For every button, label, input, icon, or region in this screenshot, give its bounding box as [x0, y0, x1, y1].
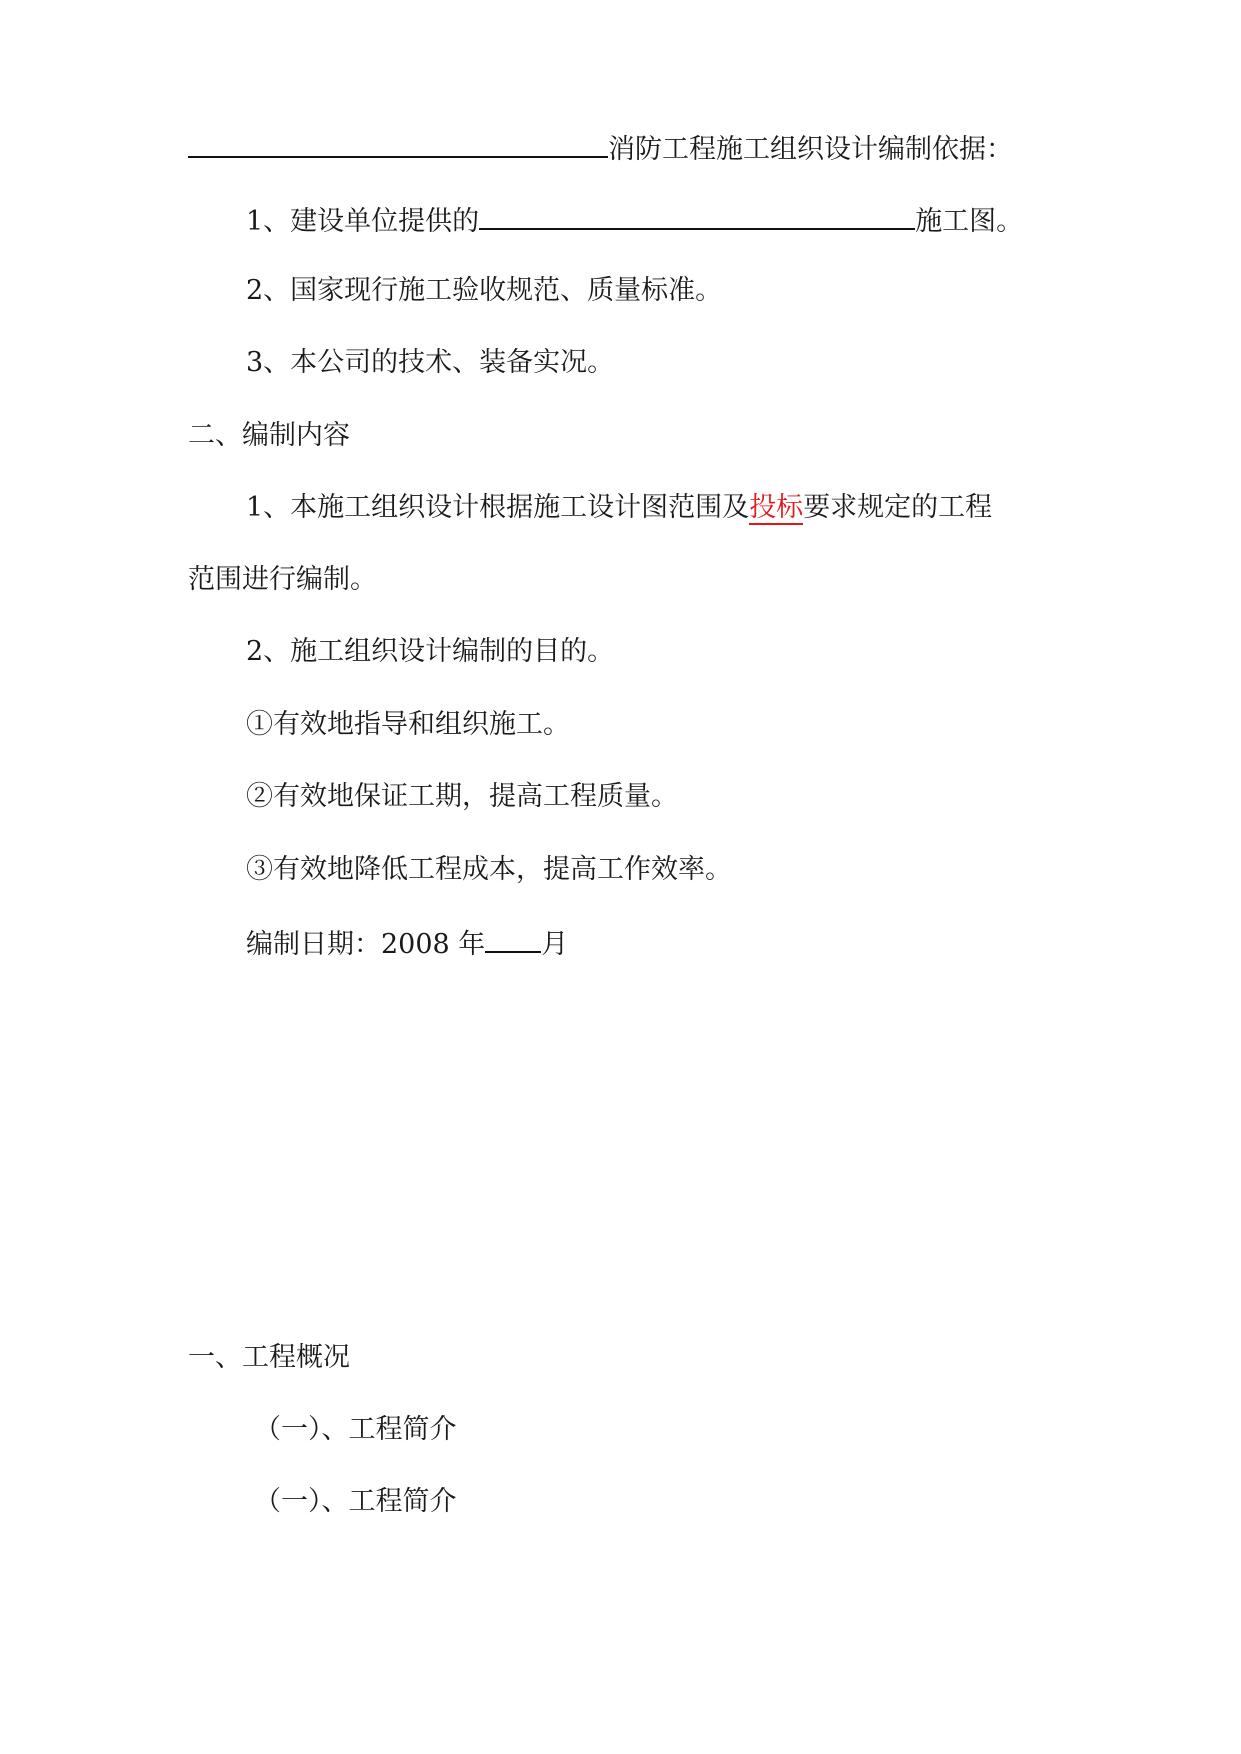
basis-item-3: 3、本公司的技术、装备实况。	[246, 347, 615, 378]
paragraph-1-part-1: 1、本施工组织设计根据施工设计图范围及	[246, 492, 750, 523]
basis-item-2: 2、国家现行施工验收规范、质量标准。	[246, 275, 723, 306]
compile-date	[246, 925, 568, 962]
section-2-paragraph-2: 2、施工组织设计编制的目的。	[246, 636, 615, 667]
subsection-1-title-repeat: （一）、工程简介	[254, 1486, 457, 1517]
compile-date-suffix: 月	[541, 929, 569, 960]
bidding-highlight: 投标	[749, 492, 804, 523]
section-1-title: 一、工程概况	[188, 1342, 350, 1373]
compile-date-prefix: 编制日期：2008 年	[246, 929, 486, 960]
drawing-name-blank	[479, 202, 915, 230]
goal-3: ③有效地降低工程成本，提高工作效率。	[246, 854, 732, 885]
section-2-title: 二、编制内容	[188, 420, 350, 451]
subsection-1-title: （一）、工程简介	[254, 1414, 457, 1445]
basis-title-line	[188, 130, 1013, 167]
basis-title: 消防工程施工组织设计编制依据：	[608, 134, 1013, 165]
section-2-paragraph-1	[246, 491, 992, 525]
month-blank	[485, 925, 541, 953]
basis-item-1-prefix: 1、建设单位提供的	[246, 206, 480, 237]
basis-item-1	[246, 202, 1023, 239]
section-2-paragraph-1-line-2: 范围进行编制。	[188, 564, 377, 595]
project-name-blank	[188, 130, 608, 158]
paragraph-1-part-2: 要求规定的工程	[803, 492, 993, 523]
goal-2: ②有效地保证工期，提高工程质量。	[246, 781, 678, 812]
basis-item-1-suffix: 施工图。	[915, 206, 1024, 237]
goal-1: ①有效地指导和组织施工。	[246, 709, 570, 740]
